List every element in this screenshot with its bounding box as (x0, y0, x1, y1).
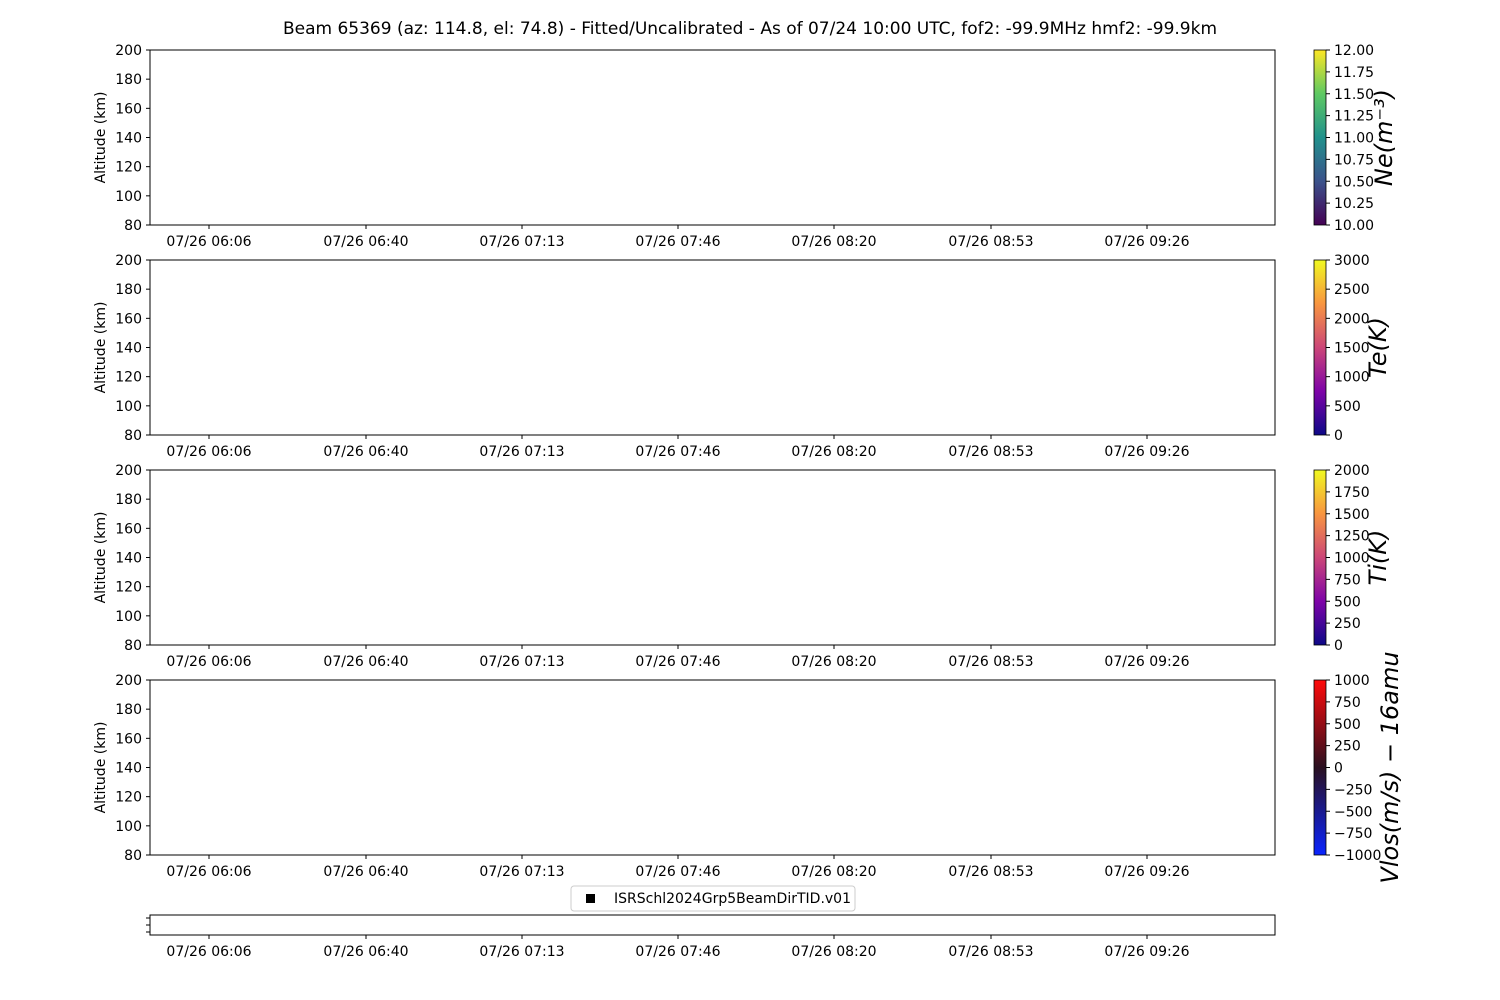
x-tick-label: 07/26 06:40 (323, 944, 409, 960)
legend (571, 886, 855, 911)
colorbar-tick-label: 0 (1334, 428, 1343, 444)
y-tick-label: 140 (115, 550, 142, 567)
colorbar-tick-label: 500 (1334, 594, 1361, 611)
x-tick-label: 07/26 08:53 (948, 234, 1034, 250)
y-tick-label: 200 (115, 253, 142, 269)
x-tick-label: 07/26 07:46 (635, 444, 721, 460)
strip-panel (146, 915, 1275, 960)
y-tick-label: 100 (115, 818, 142, 835)
colorbar-tick-label: 500 (1334, 716, 1361, 733)
y-axis-label: Altitude (km) (93, 511, 109, 604)
y-tick-label: 180 (115, 492, 142, 509)
x-tick-label: 07/26 08:20 (791, 864, 877, 880)
colorbar-tick-label: −1000 (1334, 848, 1382, 864)
x-tick-label: 07/26 08:20 (791, 944, 877, 960)
y-tick-label: 100 (115, 398, 142, 415)
colorbar-tick-label: 1250 (1334, 528, 1370, 545)
y-axis-label: Altitude (km) (93, 301, 109, 394)
colorbar-tick-label: 2500 (1334, 282, 1370, 299)
y-tick-label: 140 (115, 760, 142, 777)
y-tick-label: 160 (115, 101, 142, 118)
x-tick-label: 07/26 08:20 (791, 654, 877, 670)
x-tick-label: 07/26 08:20 (791, 444, 877, 460)
legend-label: ISRSchl2024Grp5BeamDirTID.v01 (614, 891, 851, 907)
x-tick-label: 07/26 07:13 (479, 654, 565, 670)
colorbar-tick-label: 10.25 (1334, 196, 1375, 213)
colorbar-tick-label: −250 (1334, 782, 1373, 799)
y-tick-label: 80 (124, 848, 142, 864)
colorbar-tick-label: 250 (1334, 738, 1361, 755)
colorbar-tick-label: 11.00 (1334, 130, 1375, 147)
x-tick-label: 07/26 09:26 (1104, 444, 1190, 460)
x-tick-label: 07/26 07:13 (479, 944, 565, 960)
colorbar-tick-label: 11.75 (1334, 64, 1375, 81)
x-tick-label: 07/26 07:46 (635, 944, 721, 960)
x-tick-label: 07/26 06:40 (323, 864, 409, 880)
plot-area (150, 50, 1275, 225)
x-tick-label: 07/26 06:06 (166, 864, 252, 880)
y-tick-label: 140 (115, 130, 142, 147)
y-tick-label: 80 (124, 218, 142, 234)
x-tick-label: 07/26 08:20 (791, 234, 877, 250)
y-tick-label: 160 (115, 311, 142, 328)
x-tick-label: 07/26 09:26 (1104, 944, 1190, 960)
x-tick-label: 07/26 09:26 (1104, 234, 1190, 250)
colorbar (1314, 50, 1326, 225)
x-tick-label: 07/26 07:13 (479, 864, 565, 880)
colorbar-tick-label: −750 (1334, 826, 1373, 843)
colorbar (1314, 260, 1326, 435)
x-tick-label: 07/26 07:13 (479, 444, 565, 460)
y-tick-label: 120 (115, 159, 142, 176)
y-tick-label: 200 (115, 673, 142, 689)
figure-title: Beam 65369 (az: 114.8, el: 74.8) - Fitted/Uncalibrated - As of 07/24 10:00 UTC, fof2: -99.9MHz hmf2: -99.9km (282, 19, 1218, 39)
colorbar-label: Ne(m⁻³) (1370, 88, 1398, 187)
strip-plot-area (150, 915, 1275, 935)
colorbar-tick-label: 250 (1334, 616, 1361, 633)
y-tick-label: 200 (115, 43, 142, 59)
colorbar-tick-label: 10.50 (1334, 174, 1375, 191)
y-axis-label: Altitude (km) (93, 91, 109, 184)
x-tick-label: 07/26 08:53 (948, 864, 1034, 880)
panel-2 (93, 253, 1392, 460)
x-tick-label: 07/26 06:06 (166, 654, 252, 670)
colorbar-tick-label: 750 (1334, 572, 1361, 589)
colorbar (1314, 470, 1326, 645)
x-tick-label: 07/26 06:40 (323, 444, 409, 460)
colorbar-tick-label: 1000 (1334, 673, 1370, 689)
x-tick-label: 07/26 09:26 (1104, 864, 1190, 880)
plot-area (150, 260, 1275, 435)
y-tick-label: 80 (124, 428, 142, 444)
plot-area (150, 680, 1275, 855)
y-tick-label: 180 (115, 702, 142, 719)
colorbar-tick-label: 11.25 (1334, 108, 1375, 125)
colorbar-tick-label: 1000 (1334, 369, 1370, 386)
x-tick-label: 07/26 09:26 (1104, 654, 1190, 670)
colorbar-tick-label: 12.00 (1334, 43, 1375, 59)
y-tick-label: 100 (115, 188, 142, 205)
x-tick-label: 07/26 06:06 (166, 944, 252, 960)
y-tick-label: 160 (115, 521, 142, 538)
y-tick-label: 80 (124, 638, 142, 654)
colorbar-tick-label: 1500 (1334, 506, 1370, 523)
y-tick-label: 180 (115, 72, 142, 89)
plot-area (150, 470, 1275, 645)
colorbar-tick-label: 0 (1334, 638, 1343, 654)
y-tick-label: 200 (115, 463, 142, 479)
colorbar-tick-label: 2000 (1334, 311, 1370, 328)
x-tick-label: 07/26 08:53 (948, 944, 1034, 960)
y-axis-label: Altitude (km) (93, 721, 109, 814)
y-tick-label: 160 (115, 731, 142, 748)
colorbar-tick-label: 1500 (1334, 340, 1370, 357)
y-tick-label: 180 (115, 282, 142, 299)
x-tick-label: 07/26 07:46 (635, 864, 721, 880)
colorbar-tick-label: 10.75 (1334, 152, 1375, 169)
colorbar-tick-label: 750 (1334, 694, 1361, 711)
y-tick-label: 120 (115, 789, 142, 806)
x-tick-label: 07/26 08:53 (948, 654, 1034, 670)
y-tick-label: 100 (115, 608, 142, 625)
x-tick-label: 07/26 06:40 (323, 654, 409, 670)
colorbar-tick-label: 1750 (1334, 484, 1370, 501)
colorbar-tick-label: 11.50 (1334, 86, 1375, 103)
colorbar-tick-label: 1000 (1334, 550, 1370, 567)
panel-1 (93, 43, 1398, 250)
colorbar-tick-label: 2000 (1334, 463, 1370, 479)
panel-3 (93, 463, 1392, 670)
colorbar-label: Vlos(m/s) − 16amu (1376, 651, 1404, 884)
colorbar (1314, 680, 1326, 855)
colorbar-tick-label: 3000 (1334, 253, 1370, 269)
x-tick-label: 07/26 07:46 (635, 654, 721, 670)
colorbar-tick-label: −500 (1334, 804, 1373, 821)
x-tick-label: 07/26 07:46 (635, 234, 721, 250)
colorbar-tick-label: 500 (1334, 398, 1361, 415)
y-tick-label: 120 (115, 369, 142, 386)
panel-4 (93, 651, 1404, 883)
x-tick-label: 07/26 07:13 (479, 234, 565, 250)
x-tick-label: 07/26 06:40 (323, 234, 409, 250)
x-tick-label: 07/26 06:06 (166, 444, 252, 460)
colorbar-label: Ti(K) (1364, 529, 1392, 586)
y-tick-label: 120 (115, 579, 142, 596)
colorbar-tick-label: 10.00 (1334, 218, 1375, 234)
x-tick-label: 07/26 06:06 (166, 234, 252, 250)
colorbar-tick-label: 0 (1334, 760, 1343, 777)
x-tick-label: 07/26 08:53 (948, 444, 1034, 460)
y-tick-label: 140 (115, 340, 142, 357)
legend-marker (586, 894, 595, 903)
colorbar-label: Te(K) (1364, 317, 1392, 378)
